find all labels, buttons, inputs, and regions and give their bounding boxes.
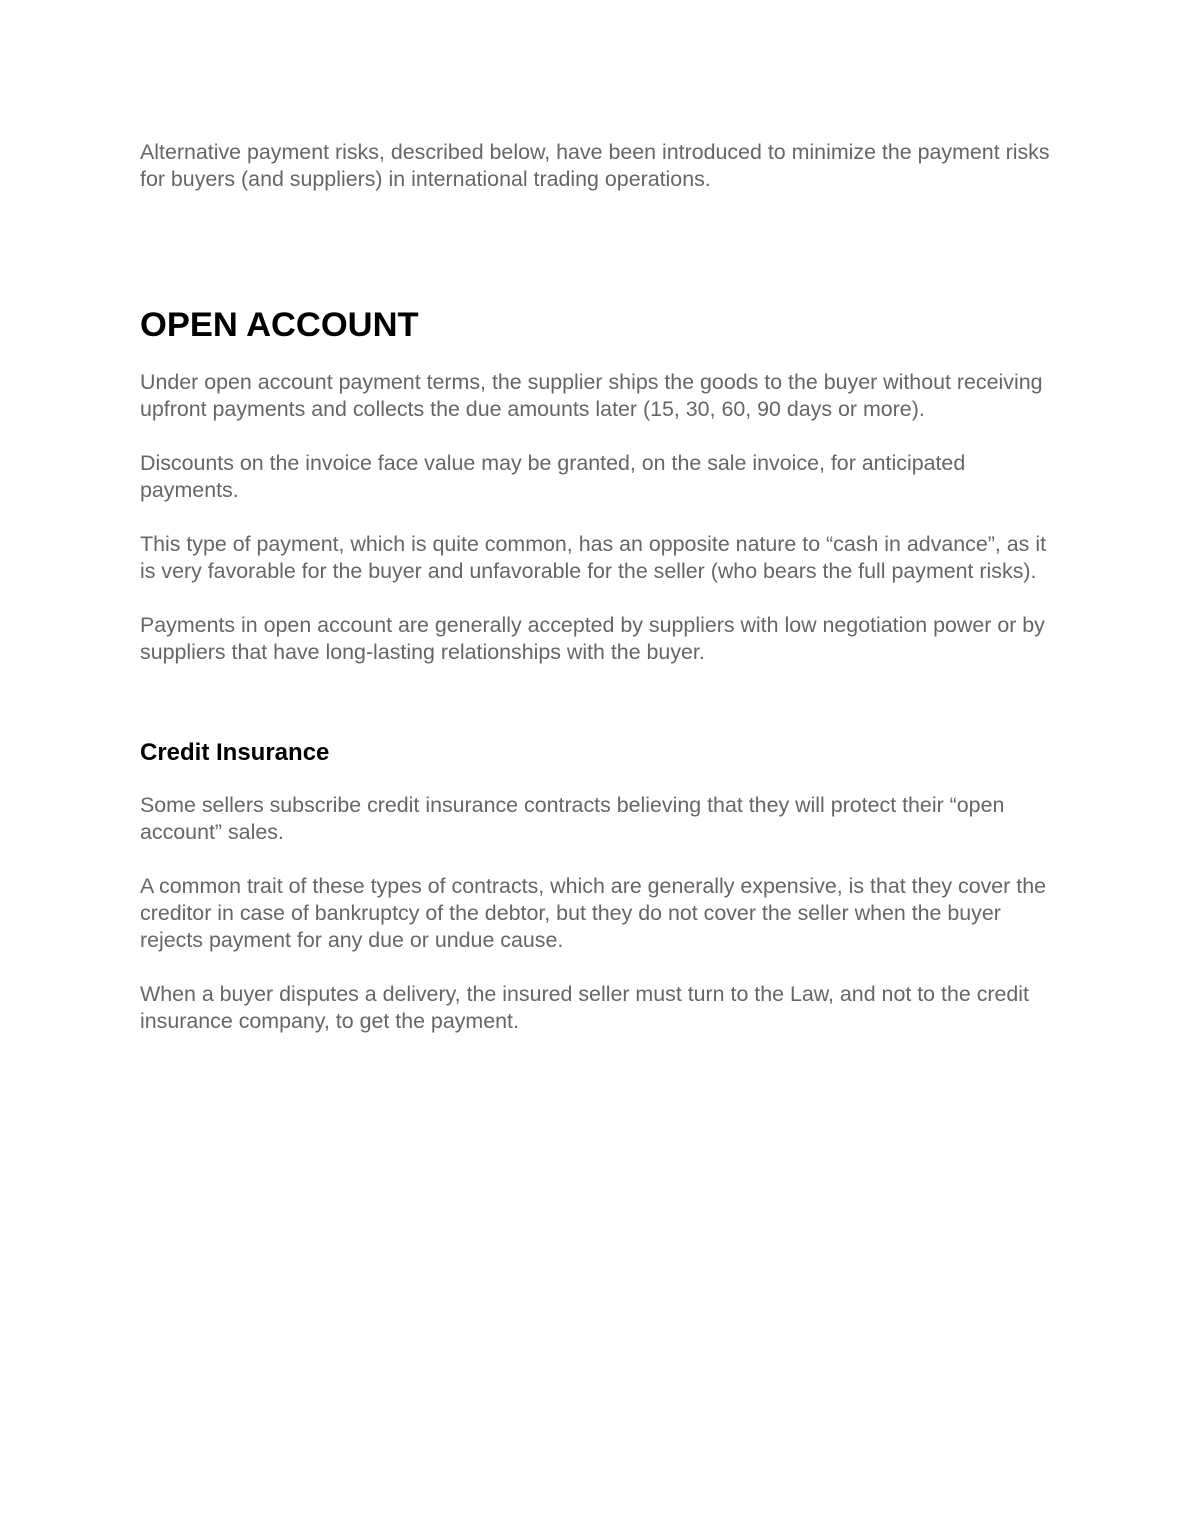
open-account-paragraph-3: This type of payment, which is quite common, has an opposite nature to “cash in advance”, as it is very favorable for the buyer and unfavorable for the seller (who bears the full payment risks). (140, 532, 1047, 583)
open-account-heading: OPEN ACCOUNT (140, 306, 419, 344)
intro-paragraph: Alternative payment risks, described below, have been introduced to minimize the payment risks for buyers (and suppliers) in international trading operations. (140, 140, 1050, 191)
open-account-paragraph-2: Discounts on the invoice face value may be granted, on the sale invoice, for anticipated payments. (140, 451, 966, 502)
open-account-paragraph-1: Under open account payment terms, the supplier ships the goods to the buyer without receiving upfront payments and collects the due amounts later (15, 30, 60, 90 days or more). (140, 370, 1043, 421)
open-account-paragraph-4: Payments in open account are generally accepted by suppliers with low negotiation power or by suppliers that have long-lasting relationships with the buyer. (140, 613, 1045, 664)
credit-insurance-paragraph-3: When a buyer disputes a delivery, the insured seller must turn to the Law, and not to the credit insurance company, to get the payment. (140, 982, 1029, 1033)
credit-insurance-paragraph-2: A common trait of these types of contracts, which are generally expensive, is that they cover the creditor in case of bankruptcy of the debtor, but they do not cover the seller when the buyer rejects payment for any due or undue cause. (140, 874, 1046, 952)
credit-insurance-heading: Credit Insurance (140, 739, 330, 766)
credit-insurance-paragraph-1: Some sellers subscribe credit insurance contracts believing that they will protect their “open account” sales. (140, 793, 1005, 844)
document-page (140, 139, 1055, 1035)
